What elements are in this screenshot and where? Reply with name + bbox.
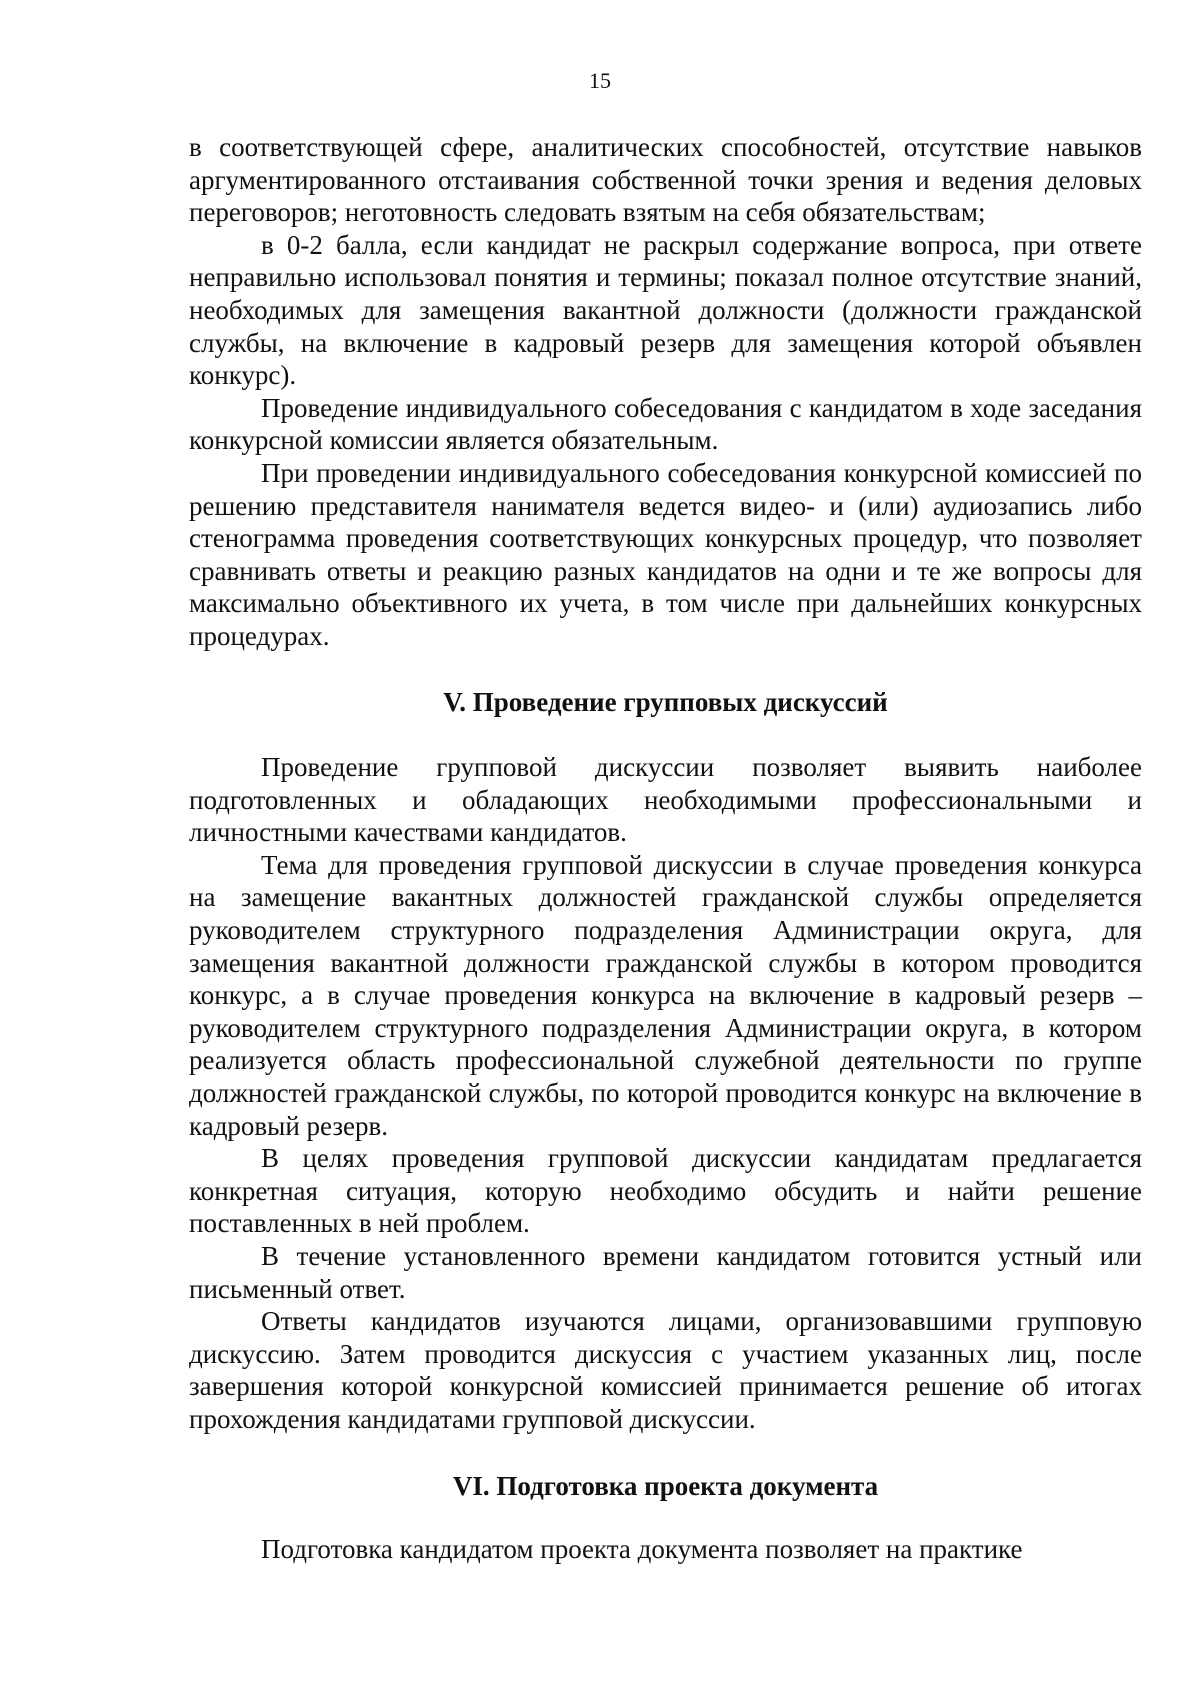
section-heading: VI. Подготовка проекта документа: [452, 1470, 879, 1501]
paragraph: Проведение индивидуального собеседования с кандидатом в ходе заседания конкурсной комиссии является обязательным.: [189, 392, 1142, 456]
section-heading: V. Проведение групповых дискуссий: [443, 686, 888, 717]
paragraph: Проведение групповой дискуссии позволяет выявить наиболее подготовленных и обладающих необходимыми профессиональными и личностными качествами кандидатов.: [189, 752, 1142, 848]
document-body: [189, 131, 1142, 1566]
paragraph: в 0-2 балла, если кандидат не раскрыл содержание вопроса, при ответе неправильно использовал понятия и термины; показал полное отсутствие знаний, необходимых для замещения вакантной должности (должности гражданской службы, на включение в кадровый резерв для замещения которой объявлен конкурс).: [189, 229, 1142, 391]
paragraph: Подготовка кандидатом проекта документа позволяет на практике: [261, 1534, 1023, 1565]
paragraph: Ответы кандидатов изучаются лицами, организовавшими групповую дискуссию. Затем проводится дискуссия с участием указанных лиц, после завершения которой конкурсной комиссией принимается решение об итогах прохождения кандидатами групповой дискуссии.: [189, 1306, 1142, 1434]
paragraph: Тема для проведения групповой дискуссии в случае проведения конкурса на замещение вакантных должностей гражданской службы определяется руководителем структурного подразделения Администрации округа, для замещения вакантной должности гражданской службы в котором проводится конкурс, а в случае проведения конкурса на включение в кадровый резерв – руководителем структурного подразделения Администрации округа, в котором реализуется область профессиональной служебной деятельности по группе должностей гражданской службы, по которой проводится конкурс на включение в кадровый резерв.: [189, 849, 1142, 1141]
paragraph: В целях проведения групповой дискуссии кандидатам предлагается конкретная ситуация, которую необходимо обсудить и найти решение поставленных в ней проблем.: [189, 1143, 1142, 1239]
paragraph: При проведении индивидуального собеседования конкурсной комиссией по решению представителя нанимателя ведется видео- и (или) аудиозапись либо стенограмма проведения соответствующих конкурсных процедур, что позволяет сравнивать ответы и реакцию разных кандидатов на одни и те же вопросы для максимально объективного их учета, в том числе при дальнейших конкурсных процедурах.: [189, 457, 1142, 651]
paragraph: в соответствующей сфере, аналитических способностей, отсутствие навыков аргументированного отстаивания собственной точки зрения и ведения деловых переговоров; неготовность следовать взятым на себя обязательствам;: [189, 132, 1142, 228]
page-number: 15: [589, 68, 611, 93]
paragraph: В течение установленного времени кандидатом готовится устный или письменный ответ.: [189, 1241, 1142, 1304]
